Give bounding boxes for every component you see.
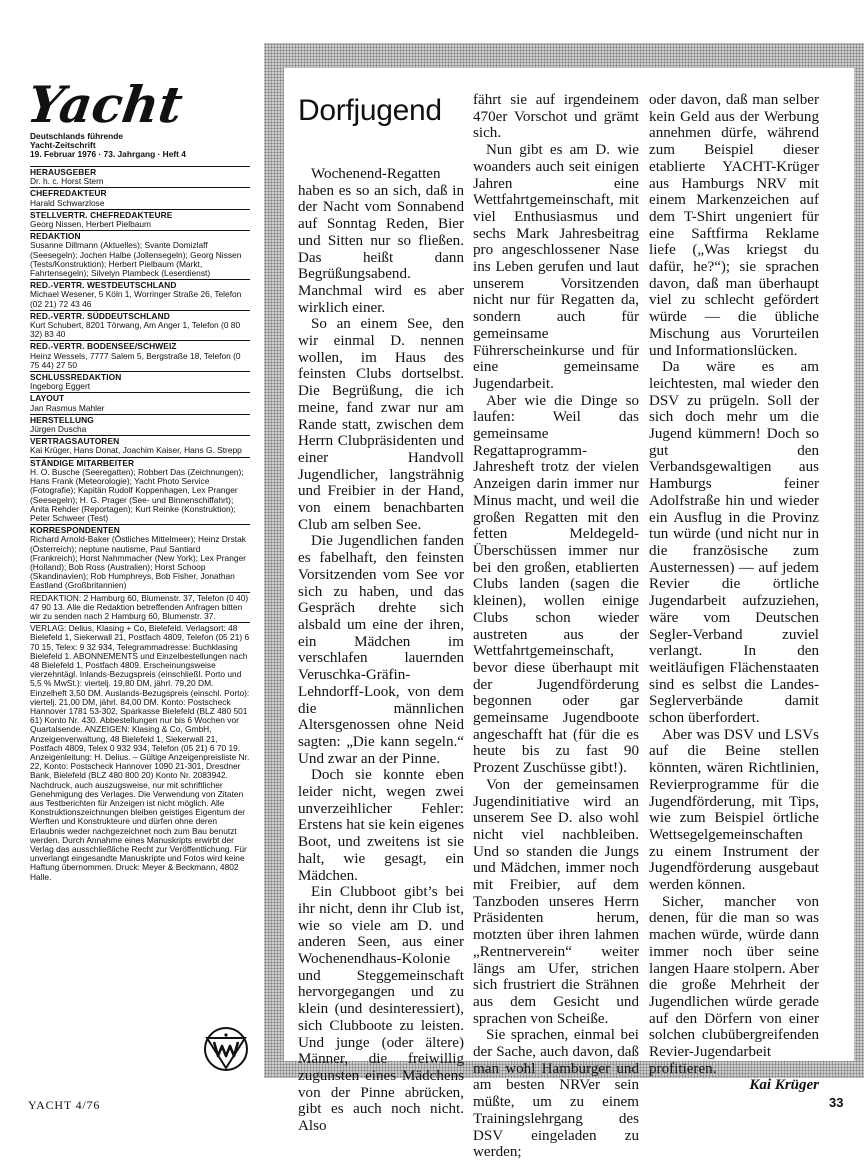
folio: YACHT 4/76 [28,1098,101,1112]
imprint-section [30,209,250,229]
tagline-line: Yacht-Zeitschrift [30,140,96,151]
imprint-body: Dr. h. c. Horst Stern [30,176,104,187]
imprint-body: Richard Arnold-Baker (Östliches Mittelmeer); Heinz Drstak (Österreich); neptune nautisme, Paul Santiard (Frankreich); Horst Nahmmacher (New York); Lex Pranger (Holland); Bob Ross (Australien); Horst Schoop (Skandinavien); Rob Humphreys, Bob Fisher, Jonathan Eastland (Großbritannien) [30,534,246,591]
article-paragraph: fährt sie auf irgendeinem 470er Vorschot und grämt sich. [473,92,639,142]
article-paragraph: Sicher, mancher von denen, für die man so was machen würde, würde dann immer noch über seine langen Haare stolpern. Aber die große Mehrheit der Jugendlichen würde gerade auf den Dörfern von einer solchen clubübergreifenden Revier-Jugendarbeit profitieren. [649,893,819,1077]
imprint-body: Jan Rasmus Mahler [30,402,105,413]
yacht-logo [23,75,187,134]
imprint-section [30,187,250,207]
imprint-body: Ingeborg Eggert [30,381,91,392]
imprint-heading: RED.-VERTR. SÜDDEUTSCHLAND [30,310,170,321]
article-column-1 [298,94,464,1135]
imprint-heading: HERSTELLUNG [30,414,94,425]
imprint-heading: RED.-VERTR. WESTDEUTSCHLAND [30,280,177,291]
imprint-section [30,230,250,278]
imprint-heading: STELLVERTR. CHEFREDAKTEURE [30,209,173,220]
imprint-section [30,310,250,340]
article-paragraph: So an einem See, den wir einmal D. nennen wollen, im Haus des feinsten Clubs dortselbst. Die Begrüßung, die ich meine, fand zwar nur am Rande statt, zwischen dem Herrn Clubpräsidenten und einer Handvoll Jugendlicher, langsträhnig und Freibier in der Hand, von einem benachbarten Club am selben See. [298,316,464,533]
imprint-heading: RED.-VERTR. BODENSEE/SCHWEIZ [30,341,177,352]
issue-line: 19. Februar 1976 · 73. Jahrgang · Heft 4 [30,149,186,160]
imprint-section [30,279,250,309]
imprint-section [30,392,250,412]
article-paragraph: Sie sprachen, einmal bei der Sache, auch davon, daß man wohl Hamburger und am besten NRVer sein müßte, um zu einem Trainingslehrgang des DSV eingeladen zu werden; [473,1027,639,1161]
imprint-section [30,435,250,455]
imprint-column [23,75,250,1082]
svg-text:Yacht: Yacht [23,75,187,134]
imprint-body: REDAKTION: 2 Hamburg 60, Blumenstr. 37, Telefon (0 40) 47 90 13. Alle die Redaktion betreffenden Anfragen bitten wir zu senden nach 2 Hamburg 60, Blumenstr. 37. [30,592,249,621]
imprint-heading: LAYOUT [30,393,65,404]
imprint-section [30,622,250,882]
imprint-body: Georg Nissen, Herbert Pielbaum [30,219,152,230]
imprint-heading: VERTRAGSAUTOREN [30,436,120,447]
imprint-heading: SCHLUSSREDAKTION [30,372,122,383]
imprint-section [30,524,250,590]
imprint-body: VERLAG: Delius, Klasing + Co, Bielefeld. Verlagsort: 48 Bielefeld 1, Siekerwall 21, Postfach 4809, Telefon (05 21) 6 70 15, Telex: 9 32 934, Telegrammadresse: Buchklasing Bielefeld 1. ABONNEMENTS und Einzelbestellungen nach 48 Bielefeld 1, Postfach 4809. Erscheinungsweise vierzehntägl. Inlands-Bezugspreis (einschließl. Porto und 5,5 % MwSt.): viertelj. 19,80 DM, jährl. 79,20 DM. Einzelheft 3,50 DM. Auslands-Bezugspreis (einschl. Porto): viertelj. 21,00 DM, jährl. 84,00 DM. Konto: Postscheck Hannover 1781 53-302, Sparkasse Bielefeld (BLZ 480 501 61) Konto Nr. 430. Abbestellungen nur bis 6 Wochen vor Quartalsende. ANZEIGEN: Klasing & Co, GmbH, Anzeigenverwaltung, 48 Bielefeld 1, Siekerwall 21, Postfach 4809, Telex 0 932 934, Telefon (05 21) 6 70 19. Anzeigenleitung: H. Delius. – Gültige Anzeigenpreisliste Nr. 22, Konto: Postscheck Hannover 1090 21-301, Dresdner Bank, Bielefeld (BLZ 480 800 20) Konto Nr. 2083942. Nachdruck, auch auszugsweise, nur mit schriftlicher Genehmigung des Verlages. Die Verwendung von Zitaten aus Testberichten für Anzeigen ist nicht möglich. Alle Konstruktionszeichnungen bleiben geistiges Eigentum der Werften und Konstrukteure und dürfen ohne deren Erlaubnis weder nachgezeichnet noch zum Bau benutzt werden. Durch Annahme eines Manuskripts erwirbt der Verlag das ausschließliche Recht zur Veröffentlichung. Für unverlangt eingesandte Manuskripte und Fotos wird keine Haftung übernommen. Druck: Meyer & Beckmann, 4802 Halle. [30,623,250,882]
article-paragraph: oder davon, daß man selber kein Geld aus der Werbung annehmen dürfe, während zum Beispiel dieser etablierte YACHT-Krüger aus Hamburgs NRV mit einem Markenzeichen auf dem T-Shirt ungeniert für eine Saftfirma Reklame liefe („Was kriegst du dafür, he?“); sie sprachen davon, daß man überhaupt viel zu schlecht gefördert würde — die übliche Mischung aus Vorurteilen und Informationslücken. [649,92,819,359]
article-paragraph: Aber was DSV und LSVs auf die Beine stellen könnten, wären Richtlinien, Revierprogramme für die Jugendförderung, mit Tips, wie zum Beispiel örtliche Wettsegelgemeinschaften zu einem Instrument der Jugendförderung ausgebaut werden können. [649,726,819,894]
imprint-sections [30,166,250,883]
imprint-section [30,457,250,523]
imprint-body: Kai Krüger, Hans Donat, Joachim Kaiser, Hans G. Strepp [30,445,242,456]
article-paragraph: Ein Clubboot gibt’s bei ihr nicht, denn ihr Club ist, wie so viele am D. und anderen Seen, aus einer Wochenendhaus-Kolonie und Steggemeinschaft hervorgegangen und zu klein (und desinteressiert), sich Clubboote zu leisten. Und junge (oder ältere) Männer, die freiwillig zugunsten eines Mädchens von der Pinne abrücken, gibt es auch noch nicht. Also [298,884,464,1135]
tagline [30,132,250,160]
imprint-section [30,414,250,434]
article-paragraph: Doch sie konnte eben leider nicht, wegen zwei unverzeihlicher Fehler: Erstens hat sie kein eigenes Boot, und zweitens ist sie halt, wie gesagt, ein Mädchen. [298,767,464,884]
page-number: 33 [829,1095,844,1110]
imprint-body: Jürgen Duscha [30,424,87,435]
article-paragraph: Die Jugendlichen fanden es fabelhaft, den feinsten Vorsitzenden vom See vor sich zu haben, und das Gespräch drehte sich alsbald um eine der ihren, ein Mädchen im verschlafen lauernden Veruschka-Gräfin-Lehndorff-Look, von dem die männlichen Altersgenossen ohne Neid sagten: „Die kann segeln.“ Und zwar an der Pinne. [298,533,464,767]
article-paragraph: Wochenend-Regatten haben es so an sich, daß in der Nacht vom Sonnabend auf Sonntag Reden, Bier und Sitten nur so fließen. Das heißt dann Begrüßungsabend. Manchmal wird es aber wirklich einer. [298,166,464,316]
imprint-body: Heinz Wessels, 7777 Salem 5, Bergstraße 18, Telefon (0 75 44) 27 50 [30,350,241,370]
article-paragraph: Von der gemeinsamen Jugendinitiative wird an unserem See D. also wohl nicht viel nachbleiben. Und so standen die Jungs und Mädchen, immer noch mit Freibier, auf dem Tanzboden unseres Herrn Präsidenten herum, motzten über ihren lahmen „Rentnerverein“ weiter längs am Ufer, strichen sich frustriert die Strähnen aus dem Gesicht und sprachen von Scheiße. [473,776,639,1027]
imprint-body: H. O. Busche (Seeregatten); Robbert Das (Zeichnungen); Hans Frank (Meteorologie); Yacht Photo Service (Fotografie); Kapitän Rudolf Koppenhagen, Lex Pranger (Seesegeln); H. G. Prager (See- und Binnenschiffahrt); Anita Rehder (Reportagen); Kurt Reinke (Konstruktion); Peter Schweer (Test) [30,466,244,523]
tagline-line: Deutschlands führende [30,131,124,141]
imprint-body: Michael Wesener, 5 Köln 1, Worringer Straße 26, Telefon (02 21) 72 43 46 [30,289,242,309]
imprint-section [30,592,250,622]
ivw-seal-logo [203,1026,249,1072]
author-byline: Kai Krüger [749,1077,819,1094]
article-paragraph: Aber wie die Dinge so laufen: Weil das gemeinsame Regattaprogramm-Jahresheft trotz der vielen Anzeigen darin immer nur Minus macht, und weil die großen Regatten mit den fetten Meldegeld-Überschüssen immer nur bei den großen, etablierten Clubs landen (sagen die kleinen), wollen einige Clubs schon wieder austreten aus der Wettfahrtgemeinschaft, bevor diese überhaupt mit der Jugendförderung begonnen oder gar gemeinsame Jugendboote angeschafft hat (für die es heute bis zu fast 90 Prozent Zuschüsse gibt!). [473,392,639,777]
imprint-heading: KORRESPONDENTEN [30,525,120,536]
imprint-heading: CHEFREDAKTEUR [30,188,107,199]
article-headline: Dorfjugend [298,94,442,127]
imprint-section [30,340,250,370]
imprint-section [30,166,250,186]
article-paragraph: Da wäre es am leichtesten, mal wieder den DSV zu prügeln. Soll der sich doch mehr um die Jugend kümmern! Doch so gut den Verbandsgewaltigen aus Hamburgs feiner Adolfstraße hin und wieder ein Ausflug in die Provinz tun würde (und nicht nur in die französische zum Austernessen) — auf jedem Revier die örtliche Jugendarbeit aufzuziehen, wäre vom Deutschen Segler-Verband zuviel verlangt. In den weitläufigen Flächenstaaten sind es selbst die Landes-Seglerverbände damit schon überfordert. [649,359,819,727]
imprint-body: Susanne Dillmann (Aktuelles); Svante Domizlaff (Seesegeln); Jochen Halbe (Jollensegeln); Georg Nissen (Tests/Konstruktion); Herbert Pielbaum (Markt, Fahrtensegeln); Silvelyn Plambeck (Leserdienst) [30,240,242,279]
imprint-heading: STÄNDIGE MITARBEITER [30,457,135,468]
imprint-section [30,371,250,391]
article-column-3 [649,92,819,1094]
imprint-heading: HERAUSGEBER [30,167,97,177]
article-column-2 [473,92,639,1161]
article-paragraph: Nun gibt es am D. wie woanders auch seit einigen Jahren eine Wettfahrtgemeinschaft, mit viel Enthusiasmus und sechs Mark Jahresbeitrag pro angeschlossener Nase ins Leben gerufen und laut unserem Vorsitzenden nicht nur für Regatten da, sondern auch für gemeinsame Führerscheinkurse und für eine gemeinsame Jugendarbeit. [473,142,639,392]
imprint-heading: REDAKTION [30,231,81,242]
imprint-body: Kurt Schubert, 8201 Törwang, Am Anger 1, Telefon (0 80 32) 83 40 [30,320,241,340]
imprint-body: Harald Schwarzlose [30,197,105,208]
